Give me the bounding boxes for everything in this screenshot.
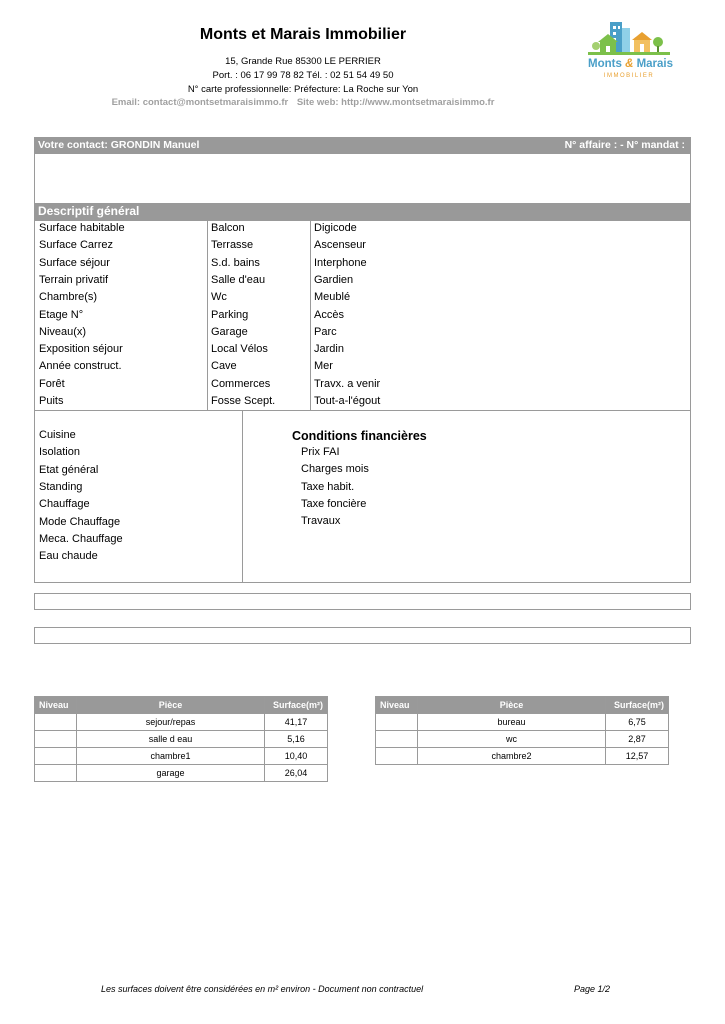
descriptif-field: Terrain privatif — [39, 273, 109, 286]
condition-field: Taxe habit. — [301, 480, 355, 493]
rooms-table-left — [34, 696, 328, 782]
case-references: N° affaire : - N° mandat : — [564, 139, 685, 151]
condition-field: Prix FAI — [301, 446, 340, 458]
room-niveau — [35, 731, 77, 748]
condition-field: Charges mois — [301, 463, 369, 476]
room-row — [376, 748, 669, 765]
column-divider — [242, 411, 243, 582]
room-surface: 6,75 — [606, 714, 669, 731]
descriptif-field: Digicode — [314, 222, 357, 234]
agency-website[interactable]: Site web: http://www.montsetmaraisimmo.fr — [296, 97, 495, 108]
room-niveau — [376, 714, 418, 731]
descriptif-field: Puits — [39, 395, 64, 407]
descriptif-field: Terrasse — [211, 239, 254, 252]
room-surface: 5,16 — [265, 731, 328, 748]
equipment-conditions-section — [34, 410, 691, 583]
rooms-table-header — [376, 697, 669, 714]
equipment-field: Standing — [39, 480, 83, 493]
page-number: Page 1/2 — [574, 984, 611, 994]
equipment-field: Chauffage — [39, 498, 90, 511]
col-surface: Surface(m²) — [265, 697, 328, 714]
room-niveau — [376, 748, 418, 765]
room-niveau — [35, 765, 77, 782]
descriptif-field: Local Vélos — [211, 343, 268, 356]
description-box — [34, 154, 691, 204]
col-piece: Pièce — [418, 697, 606, 714]
room-piece: chambre2 — [418, 748, 606, 765]
descriptif-field: Accès — [314, 308, 344, 321]
room-surface: 41,17 — [265, 714, 328, 731]
room-row — [35, 714, 328, 731]
column-divider — [207, 221, 208, 410]
room-niveau — [35, 748, 77, 765]
room-piece: garage — [77, 765, 265, 782]
descriptif-grid — [34, 221, 691, 411]
logo-subtitle: IMMOBILIER — [603, 73, 655, 79]
descriptif-field: Surface habitable — [39, 222, 125, 234]
equipment-field: Eau chaude — [39, 550, 98, 563]
col-surface: Surface(m²) — [606, 697, 669, 714]
descriptif-field: Mer — [314, 360, 333, 373]
room-piece: bureau — [418, 714, 606, 731]
descriptif-field: Meublé — [314, 291, 351, 304]
room-surface: 10,40 — [265, 748, 328, 765]
room-row — [35, 748, 328, 765]
room-piece: wc — [418, 731, 606, 748]
descriptif-field: Année construct. — [39, 360, 122, 373]
equipment-field: Cuisine — [39, 429, 76, 441]
room-niveau — [35, 714, 77, 731]
agency-address: 15, Grande Rue 85300 LE PERRIER — [225, 56, 381, 67]
room-surface: 2,87 — [606, 731, 669, 748]
rooms-table-header — [35, 697, 328, 714]
conditions-title: Conditions financières — [292, 429, 427, 443]
equipment-field: Isolation — [39, 446, 80, 459]
descriptif-field: Niveau(x) — [39, 325, 87, 338]
room-row — [35, 765, 328, 782]
agency-card: N° carte professionnelle: Préfecture: La Roche sur Yon — [187, 84, 419, 95]
footer-disclaimer: Les surfaces doivent être considérées en m² environ - Document non contractuel — [101, 984, 424, 994]
descriptif-field: Exposition séjour — [39, 343, 123, 356]
descriptif-field: Jardin — [314, 343, 344, 356]
room-row — [376, 714, 669, 731]
room-piece: chambre1 — [77, 748, 265, 765]
descriptif-field: S.d. bains — [211, 256, 260, 269]
room-row — [376, 731, 669, 748]
agency-email[interactable]: Email: contact@montsetmaraisimmo.fr — [111, 97, 289, 108]
descriptif-field: Fosse Scept. — [211, 395, 276, 407]
column-divider — [310, 221, 311, 410]
contact-name: Votre contact: GRONDIN Manuel — [38, 139, 200, 151]
agency-contact-line — [60, 97, 546, 108]
descriptif-field: Forêt — [39, 377, 65, 390]
room-surface: 26,04 — [265, 765, 328, 782]
descriptif-title: Descriptif général — [38, 204, 140, 218]
descriptif-field: Surface séjour — [39, 256, 110, 269]
equipment-field: Etat général — [39, 463, 99, 476]
equipment-field: Meca. Chauffage — [39, 532, 123, 545]
descriptif-field: Surface Carrez — [39, 239, 113, 252]
descriptif-header — [34, 203, 691, 221]
col-niveau: Niveau — [35, 697, 77, 714]
empty-field-box — [34, 627, 691, 644]
rooms-table-right — [375, 696, 669, 765]
col-piece: Pièce — [77, 697, 265, 714]
empty-field-box — [34, 593, 691, 610]
condition-field: Travaux — [301, 515, 341, 528]
descriptif-field: Parking — [211, 308, 249, 321]
agency-name: Monts et Marais Immobilier — [199, 26, 407, 43]
equipment-field: Mode Chauffage — [39, 515, 121, 528]
descriptif-field: Travx. a venir — [314, 377, 381, 390]
descriptif-field: Chambre(s) — [39, 291, 98, 304]
descriptif-field: Cave — [211, 360, 237, 373]
houses-icon — [588, 18, 670, 58]
logo-wordmark: Monts & Marais — [588, 58, 674, 70]
room-piece: salle d eau — [77, 731, 265, 748]
col-niveau: Niveau — [376, 697, 418, 714]
descriptif-field: Commerces — [211, 377, 271, 390]
descriptif-field: Interphone — [314, 256, 367, 269]
descriptif-field: Balcon — [211, 222, 245, 234]
descriptif-field: Parc — [314, 325, 337, 338]
agency-logo — [588, 18, 674, 84]
contact-bar — [34, 137, 691, 154]
descriptif-field: Etage N° — [39, 308, 84, 321]
room-surface: 12,57 — [606, 748, 669, 765]
descriptif-field: Gardien — [314, 273, 354, 286]
descriptif-field: Salle d'eau — [211, 273, 266, 286]
room-niveau — [376, 731, 418, 748]
room-row — [35, 731, 328, 748]
descriptif-field: Garage — [211, 325, 248, 338]
room-piece: sejour/repas — [77, 714, 265, 731]
descriptif-field: Wc — [211, 291, 227, 304]
agency-phones: Port. : 06 17 99 78 82 Tél. : 02 51 54 49 50 — [212, 70, 394, 81]
condition-field: Taxe foncière — [301, 497, 367, 510]
descriptif-field: Ascenseur — [314, 239, 366, 252]
descriptif-field: Tout-a-l'égout — [314, 395, 381, 407]
